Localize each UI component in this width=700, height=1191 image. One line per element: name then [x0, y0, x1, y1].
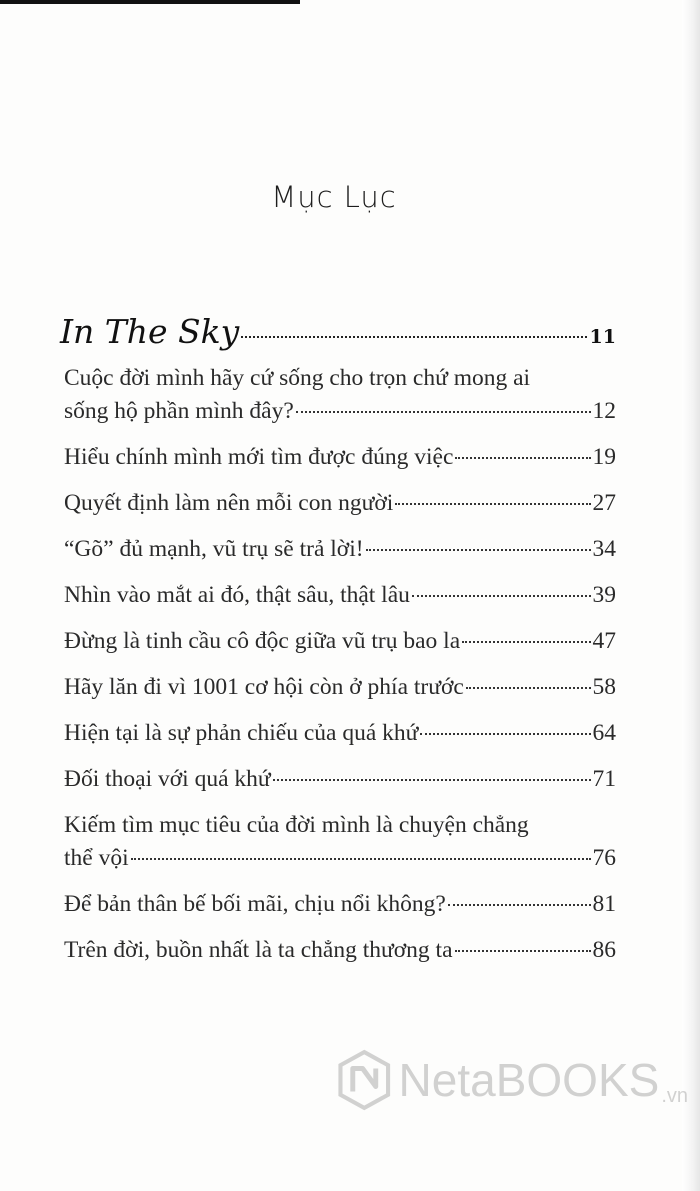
toc-entry-title: Để bản thân bế bối mãi, chịu nổi không?: [64, 891, 446, 917]
toc-entry-title: Đừng là tinh cầu cô độc giữa vũ trụ bao la: [64, 628, 461, 654]
toc-entry: [64, 809, 616, 875]
toc-entry-page: 76: [592, 845, 616, 871]
toc-entry: [64, 362, 616, 428]
toc-entry: [64, 763, 616, 796]
toc-entry-page: 58: [592, 674, 616, 700]
toc-entry-page: 64: [592, 720, 616, 746]
toc-entry: [64, 533, 616, 566]
toc-section-heading: [60, 312, 616, 356]
leader-dots: [448, 904, 591, 906]
leader-dots: [420, 733, 590, 735]
section-page-number: 11: [589, 326, 616, 348]
toc-entry-title: Hãy lăn đi vì 1001 cơ hội còn ở phía trước: [64, 674, 464, 700]
toc-entry-page: 27: [592, 490, 616, 516]
toc-entry: [64, 625, 616, 658]
leader-dots: [366, 549, 591, 551]
toc-entry-title: Hiện tại là sự phản chiếu của quá khứ: [64, 720, 419, 746]
toc-entries: [64, 362, 616, 980]
leader-dots: [466, 687, 591, 689]
toc-entry-title: Hiểu chính mình mới tìm được đúng việc: [64, 444, 454, 470]
leader-dots: [273, 779, 591, 781]
toc-entry-page: 81: [592, 891, 616, 917]
toc-entry-title: sống hộ phần mình đây?: [64, 398, 294, 424]
toc-entry-title: Quyết định làm nên mỗi con người: [64, 490, 394, 516]
toc-entry-page: 19: [592, 444, 616, 470]
toc-entry: [64, 717, 616, 750]
toc-entry-title-line: Cuộc đời mình hãy cứ sống cho trọn chứ mong ai: [64, 365, 531, 391]
toc-entry: [64, 487, 616, 520]
toc-entry-title-line: Kiếm tìm mục tiêu của đời mình là chuyện chẳng: [64, 812, 529, 838]
watermark: [338, 1040, 688, 1120]
leader-dots: [455, 950, 591, 952]
leader-dots: [241, 336, 586, 338]
netabooks-logo-icon: [338, 1044, 391, 1116]
toc-entry-page: 47: [592, 628, 616, 654]
page-title: Mục Lục: [271, 180, 397, 214]
leader-dots: [131, 858, 591, 860]
toc-entry-title: thể vội: [64, 845, 129, 871]
section-title: In The Sky: [60, 312, 240, 351]
page-right-edge: [682, 0, 700, 1191]
leader-dots: [395, 503, 590, 505]
page-top-edge: [0, 0, 300, 4]
leader-dots: [455, 457, 590, 459]
toc-entry: [64, 934, 616, 967]
toc-entry-page: 39: [592, 582, 616, 608]
toc-entry-page: 86: [592, 937, 616, 963]
toc-entry: [64, 579, 616, 612]
leader-dots: [296, 411, 591, 413]
toc-entry: [64, 888, 616, 921]
watermark-suffix: .vn: [661, 1085, 688, 1107]
toc-entry-title: Nhìn vào mắt ai đó, thật sâu, thật lâu: [64, 582, 410, 608]
toc-entry-title: “Gõ” đủ mạnh, vũ trụ sẽ trả lời!: [64, 536, 364, 562]
toc-entry-title: Đối thoại với quá khứ: [64, 766, 271, 792]
leader-dots: [462, 641, 590, 643]
toc-entry: [64, 671, 616, 704]
toc-entry-page: 12: [592, 398, 616, 424]
toc-entry-page: 71: [592, 766, 616, 792]
toc-entry-page: 34: [592, 536, 616, 562]
toc-entry-title: Trên đời, buồn nhất là ta chẳng thương ta: [64, 937, 453, 963]
watermark-brand: NetaBOOKS: [398, 1054, 660, 1106]
leader-dots: [412, 595, 591, 597]
toc-entry: [64, 441, 616, 474]
